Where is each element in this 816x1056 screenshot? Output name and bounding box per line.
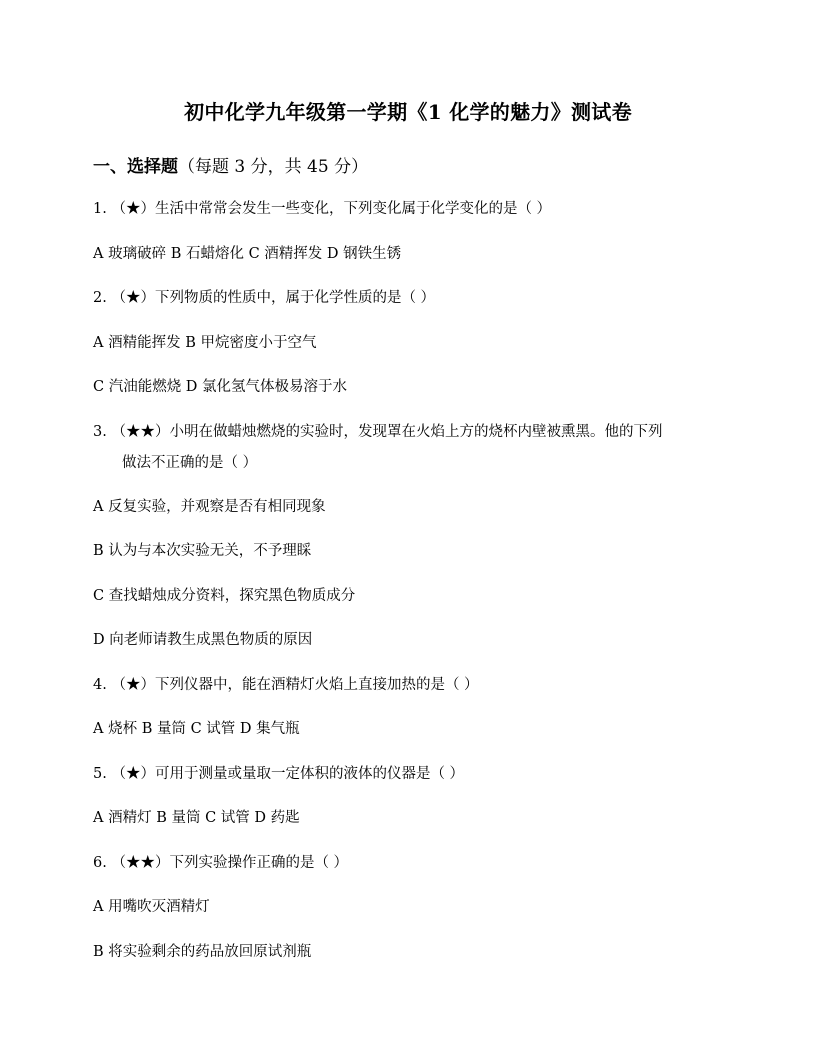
- question-6-option-b: B 将实验剩余的药品放回原试剂瓶: [93, 944, 312, 960]
- question-6: 6. （★★）下列实验操作正确的是（ ）: [93, 855, 349, 871]
- question-3-option-d: D 向老师请教生成黑色物质的原因: [93, 632, 313, 648]
- question-3-option-c: C 查找蜡烛成分资料，探究黑色物质成分: [93, 588, 356, 604]
- question-6-option-a: A 用嘴吹灭酒精灯: [93, 899, 210, 915]
- question-3-option-b: B 认为与本次实验无关，不予理睬: [93, 543, 312, 559]
- question-2-options-ab: A 酒精能挥发 B 甲烷密度小于空气: [93, 335, 317, 351]
- document-title: 初中化学九年级第一学期《1 化学的魅力》测试卷: [184, 100, 632, 124]
- question-2-options-cd: C 汽油能燃烧 D 氯化氢气体极易溶于水: [93, 379, 348, 395]
- question-3: 3. （★★）小明在做蜡烛燃烧的实验时，发现罩在火焰上方的烧杯内壁被熏黑。他的下列: [93, 424, 663, 440]
- question-3-continued: 做法不正确的是（ ）: [122, 455, 258, 471]
- section-heading-label: 一、选择题: [93, 157, 178, 177]
- question-1: 1. （★）生活中常常会发生一些变化，下列变化属于化学变化的是（ ）: [93, 201, 552, 217]
- question-2: 2. （★）下列物质的性质中，属于化学性质的是（ ）: [93, 290, 436, 306]
- section-heading-note: （每题 3 分，共 45 分）: [178, 157, 369, 177]
- question-5: 5. （★）可用于测量或量取一定体积的液体的仪器是（ ）: [93, 766, 465, 782]
- section-heading: [93, 152, 368, 177]
- question-1-options: A 玻璃破碎 B 石蜡熔化 C 酒精挥发 D 钢铁生锈: [93, 246, 402, 262]
- question-5-options: A 酒精灯 B 量筒 C 试管 D 药匙: [93, 810, 300, 826]
- question-3-option-a: A 反复实验，并观察是否有相同现象: [93, 499, 326, 515]
- question-4-options: A 烧杯 B 量筒 C 试管 D 集气瓶: [93, 721, 300, 737]
- question-4: 4. （★）下列仪器中，能在酒精灯火焰上直接加热的是（ ）: [93, 677, 479, 693]
